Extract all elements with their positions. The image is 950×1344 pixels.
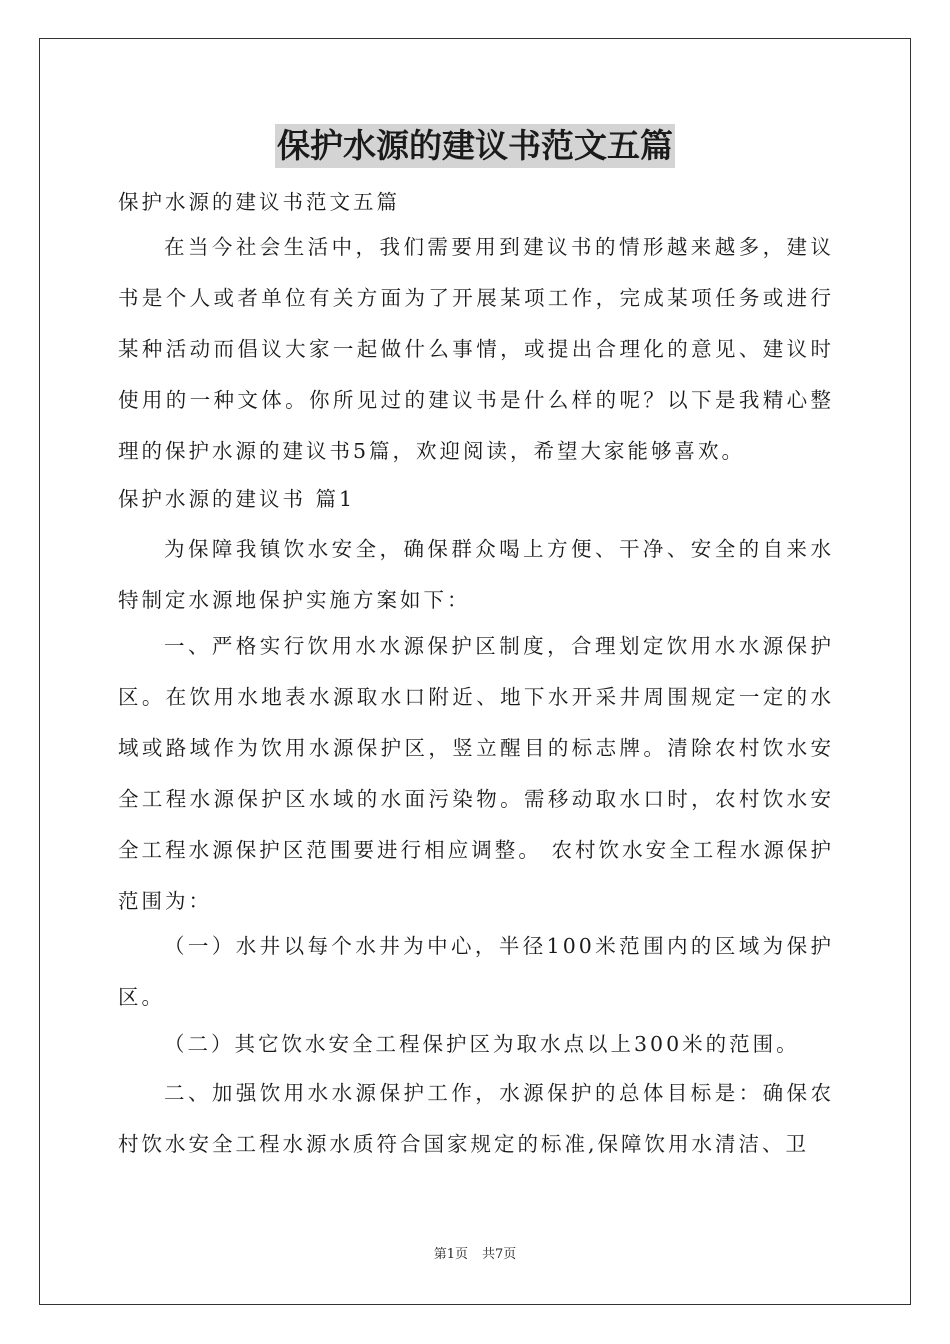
- document-subtitle: 保护水源的建议书范文五篇: [118, 190, 400, 214]
- body-paragraph-2: 一、严格实行饮用水水源保护区制度，合理划定饮用水水源保护区。在饮用水地表水源取水口附近、地下水开采井周围规定一定的水域或路域作为饮用水源保护区，竖立醒目的标志牌。清除农村饮水安全工程水源保护区水域的水面污染物。需移动取水口时，农村饮水安全工程水源保护区范围要进行相应调整。 农村饮水安全工程水源保护范围为：: [118, 634, 834, 913]
- body-paragraph-4: （二）其它饮水安全工程保护区为取水点以上300米的范围。: [164, 1032, 800, 1056]
- page-footer: [0, 1246, 950, 1264]
- document-title: 保护水源的建议书范文五篇: [275, 124, 675, 168]
- body-paragraph-3: （一）水井以每个水井为中心，半径100米范围内的区域为保护区。: [118, 934, 834, 1009]
- page-number: 第1页: [433, 1247, 468, 1262]
- title-container: [0, 124, 950, 168]
- body-paragraph-5: 二、加强饮用水水源保护工作，水源保护的总体目标是：确保农村饮水安全工程水源水质符合国家规定的标准,保障饮用水清洁、卫: [118, 1081, 834, 1156]
- page-total: 共7页: [482, 1247, 517, 1262]
- body-paragraph-1: 为保障我镇饮水安全，确保群众喝上方便、干净、安全的自来水特制定水源地保护实施方案如下：: [118, 537, 834, 612]
- intro-paragraph: 在当今社会生活中，我们需要用到建议书的情形越来越多，建议书是个人或者单位有关方面为了开展某项工作，完成某项任务或进行某种活动而倡议大家一起做什么事情，或提出合理化的意见、建议时使用的一种文体。你所见过的建议书是什么样的呢？以下是我精心整理的保护水源的建议书5篇，欢迎阅读，希望大家能够喜欢。: [118, 235, 834, 463]
- section-heading: 保护水源的建议书 篇1: [118, 487, 356, 511]
